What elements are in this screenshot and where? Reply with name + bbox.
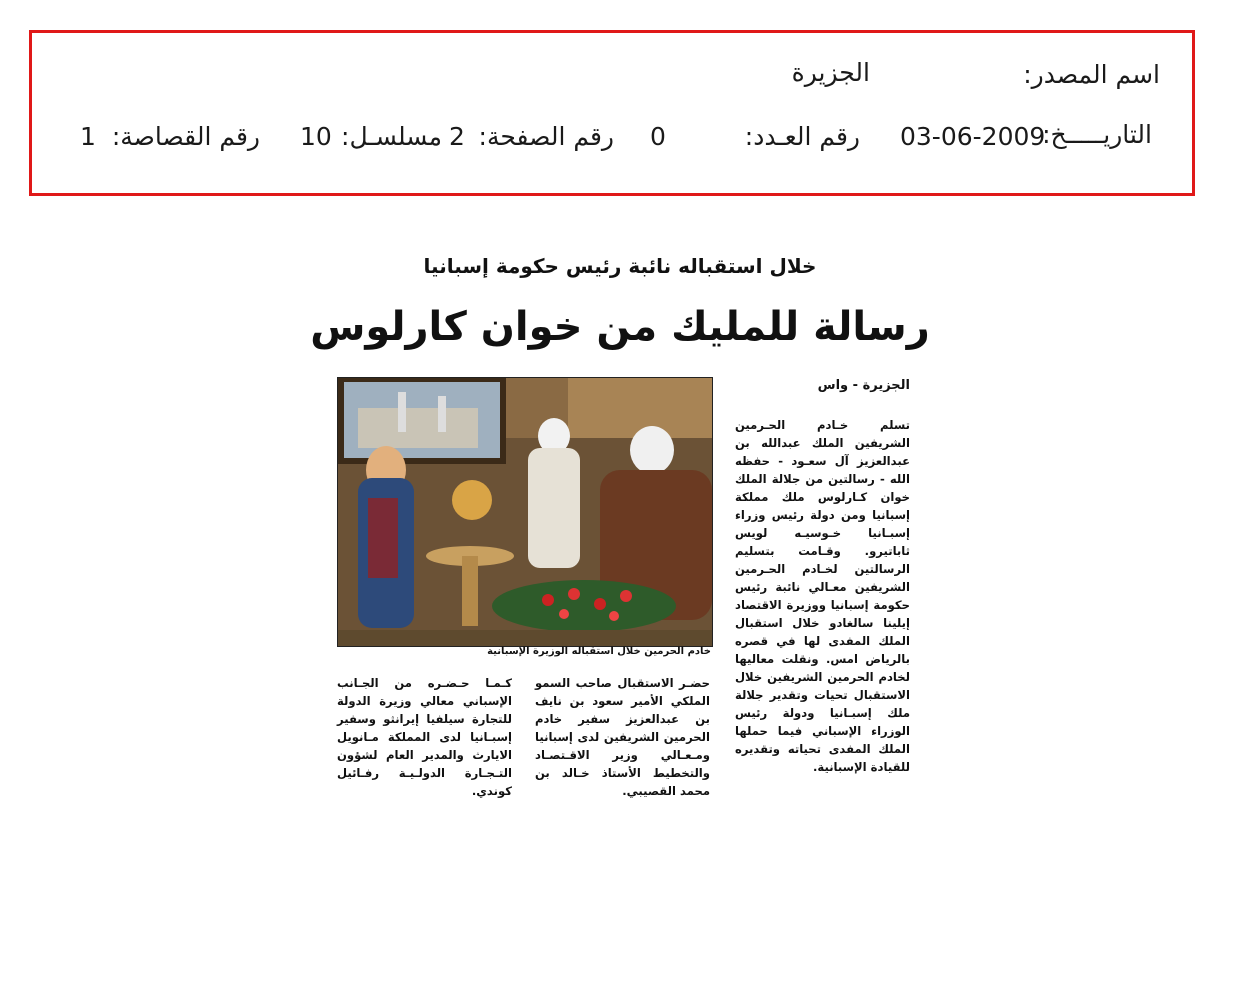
page-value: 2 [449, 122, 465, 151]
date-label: التاريـــــخ: [1042, 120, 1152, 149]
issue-value: 0 [650, 122, 666, 151]
source-label: اسم المصدر: [1023, 60, 1160, 89]
page-label: رقم الصفحة: [478, 122, 614, 151]
clip-value: 1 [80, 122, 96, 151]
article-photo [337, 377, 713, 647]
photo-illustration [338, 378, 712, 646]
photo-caption: خادم الحرمين خلال استقباله الوزيرة الإسبانية [487, 646, 711, 657]
date-value: 03-06-2009 [900, 122, 1046, 151]
article-headline: رسالة للمليك من خوان كارلوس [310, 304, 930, 350]
issue-label: رقم العـدد: [744, 122, 860, 151]
article-column-3: كـمـا حـضـره من الجـانب الإسباني معالي وزيرة الدولة للتجارة سيلفيا إيرانثو وسفير إسبـانيا لدى المملكة مـانويل الايارث والمدير العام لشؤون التـجـارة الدولـيـة رفـائيل كوندي. [337, 676, 512, 798]
clip-label: رقم القصاصة: [111, 122, 260, 151]
article-byline: الجزيرة - واس [817, 378, 910, 393]
source-value: الجزيرة [791, 58, 870, 87]
article-column-1: تسلم خـادم الحـرمين الشريفين الملك عبدالله بن عبدالعزيز آل سعـود - حفظه الله - رسالتين من جلالة الملك خوان كـارلوس ملك مملكة إسبانيا ومن دولة رئيس وزراء إسبـانيا خـوسيـه لويس ثاباتيرو. وقـامت بتسليم الرسالتين لخـادم الحـرمين الشريفين معـالي نائبة رئيس حكومة إسبانيا ووزيرة الاقتصاد إيلينا سالغادو خلال استقبال الملك المفدى لها في قصره بالرياض امس. ونقلت معاليها لخادم الحرمين الشريفين خلال الاستقبال تحيات وتقدير جلالة ملك إسبـانيا ودولة رئيس الوزراء الإسباني فيما حملها الملك المفدى تحياته وتقديره للقيادة الإسبانية. [735, 418, 910, 774]
article-column-2: حضـر الاستقبال صاحب السمو الملكي الأمير سعود بن نايف بن عبدالعزيز سفير خادم الحرمين الشريفين لدى إسبانيا ومـعـالي وزير الاقـتصـاد والتخطيط الأستاذ خـالد بن محمد القصيبي. [535, 676, 710, 798]
serial-label: مسلسـل: [341, 122, 442, 151]
article-kicker: خلال استقباله نائبة رئيس حكومة إسبانيا [423, 254, 817, 278]
serial-value: 10 [300, 122, 332, 151]
source-info-box [29, 30, 1195, 196]
